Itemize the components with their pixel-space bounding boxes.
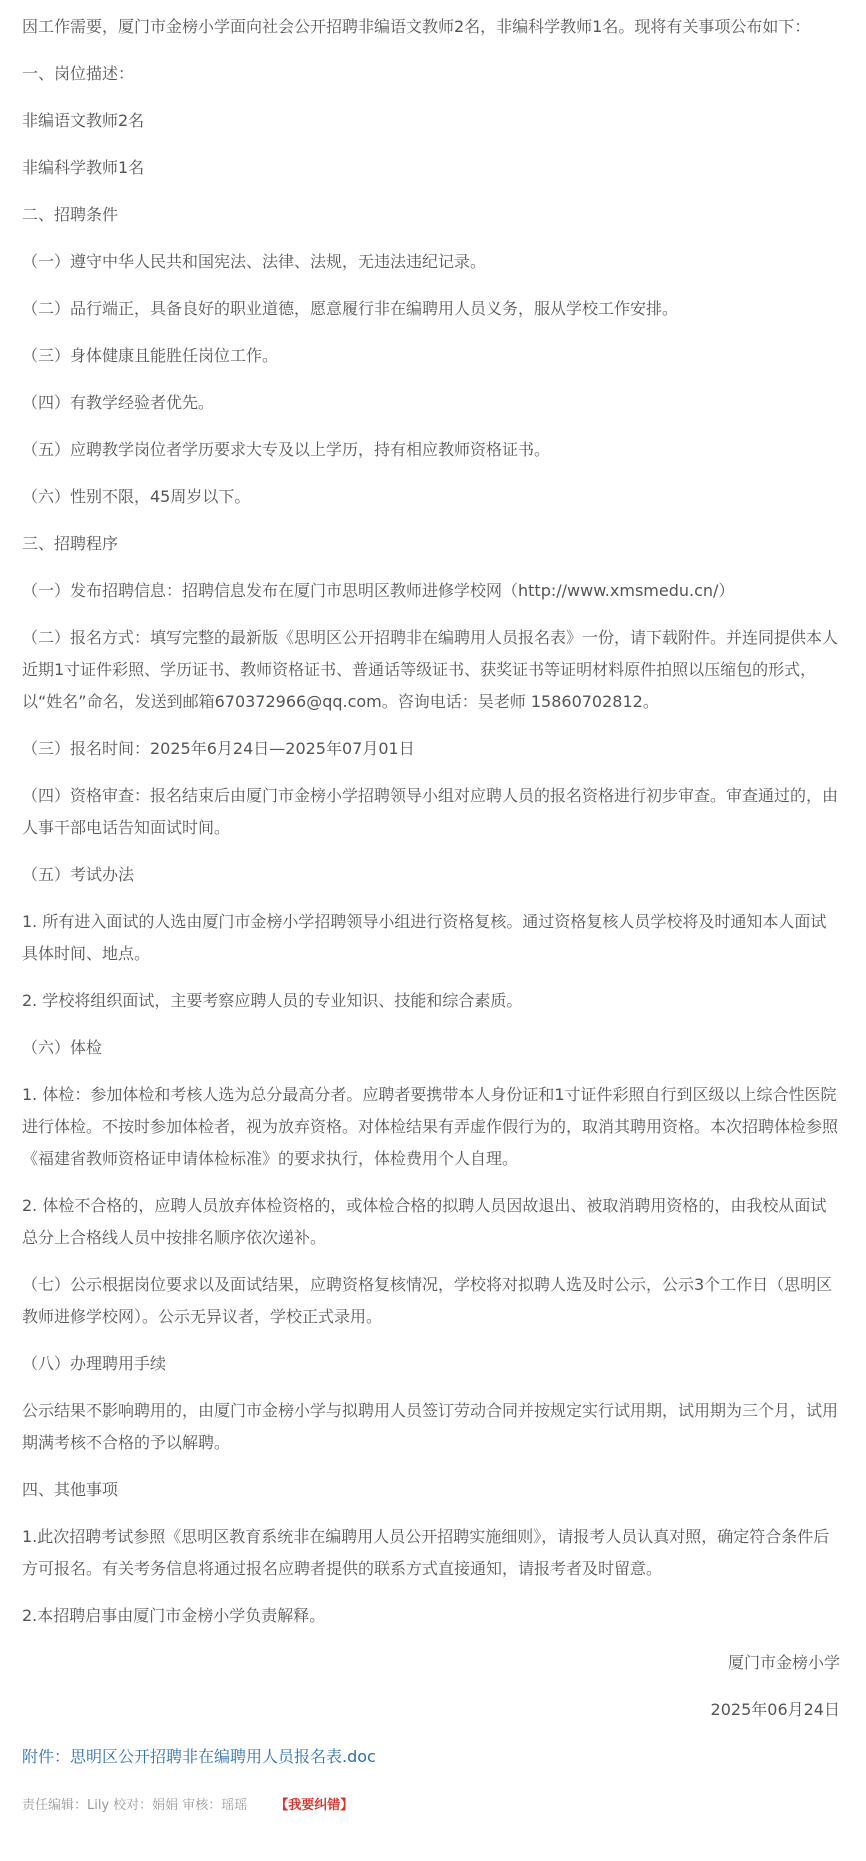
procedure-detail: 公示结果不影响聘用的，由厦门市金榜小学与拟聘用人员签订劳动合同并按规定实行试用期，试用期为三个月，试用期满考核不合格的予以解聘。 [22, 1401, 839, 1452]
position-chinese-teacher: 非编语文教师2名 [22, 111, 145, 130]
signature-org: 厦门市金榜小学 [727, 1653, 840, 1672]
section-heading-procedure: 三、招聘程序 [22, 534, 119, 553]
procedure-detail: 1. 所有进入面试的人选由厦门市金榜小学招聘领导小组进行资格复核。通过资格复核人员学校将及时通知本人面试具体时间、地点。 [22, 912, 827, 963]
section-heading-positions: 一、岗位描述： [22, 64, 135, 83]
condition-item: （一）遵守中华人民共和国宪法、法律、法规，无违法违纪记录。 [22, 252, 487, 271]
signature-date: 2025年06月24日 [710, 1700, 840, 1719]
condition-item: （五）应聘教学岗位者学历要求大专及以上学历，持有相应教师资格证书。 [22, 440, 551, 459]
condition-item: （三）身体健康且能胜任岗位工作。 [22, 346, 279, 365]
report-error-link[interactable]: 【我要纠错】 [275, 1798, 354, 1813]
procedure-detail: 2. 体检不合格的，应聘人员放弃体检资格的，或体检合格的拟聘人员因故退出、被取消聘用资格的，由我校从面试总分上合格线人员中按排名顺序依次递补。 [22, 1196, 827, 1247]
condition-item: （四）有教学经验者优先。 [22, 393, 215, 412]
procedure-item: （二）报名方式：填写完整的最新版《思明区公开招聘非在编聘用人员报名表》一份，请下载附件。并连同提供本人近期1寸证件彩照、学历证书、教师资格证书、普通话等级证书、获奖证书等证明材料原件拍照以压缩包的形式，以“姓名”命名，发送到邮箱670372966@qq.com。咨询电话：吴老师 15860702812。 [22, 628, 839, 711]
condition-item: （二）品行端正，具备良好的职业道德，愿意履行非在编聘用人员义务，服从学校工作安排。 [22, 299, 679, 318]
position-science-teacher: 非编科学教师1名 [22, 158, 145, 177]
procedure-item: （四）资格审查：报名结束后由厦门市金榜小学招聘领导小组对应聘人员的报名资格进行初步审查。审查通过的，由人事干部电话告知面试时间。 [22, 786, 839, 837]
attachment-link[interactable]: 附件：思明区公开招聘非在编聘用人员报名表.doc [22, 1747, 376, 1766]
other-item: 1.此次招聘考试参照《思明区教育系统非在编聘用人员公开招聘实施细则》，请报考人员认真对照，确定符合条件后方可报名。有关考务信息将通过报名应聘者提供的联系方式直接通知，请报考者及时留意。 [22, 1527, 830, 1578]
procedure-subheading: （八）办理聘用手续 [22, 1354, 167, 1373]
section-heading-conditions: 二、招聘条件 [22, 205, 119, 224]
other-item: 2.本招聘启事由厦门市金榜小学负责解释。 [22, 1606, 326, 1625]
procedure-subheading: （六）体检 [22, 1038, 103, 1057]
editor-footer [22, 1795, 840, 1817]
section-heading-other: 四、其他事项 [22, 1480, 119, 1499]
procedure-detail: 1. 体检：参加体检和考核人选为总分最高分者。应聘者要携带本人身份证和1寸证件彩照自行到区级以上综合性医院进行体检。不按时参加体检者，视为放弃资格。对体检结果有弄虚作假行为的，取消其聘用资格。本次招聘体检参照《福建省教师资格证申请体检标准》的要求执行，体检费用个人自理。 [22, 1085, 839, 1168]
article-body [22, 11, 840, 1726]
procedure-detail: 2. 学校将组织面试，主要考察应聘人员的专业知识、技能和综合素质。 [22, 991, 523, 1010]
procedure-subheading: （五）考试办法 [22, 865, 135, 884]
condition-item: （六）性别不限，45周岁以下。 [22, 487, 251, 506]
editor-credit: 责任编辑：Lily [22, 1798, 110, 1813]
procedure-item: （七）公示根据岗位要求以及面试结果，应聘资格复核情况，学校将对拟聘人选及时公示，公示3个工作日（思明区教师进修学校网）。公示无异议者，学校正式录用。 [22, 1275, 833, 1326]
procedure-item: （一）发布招聘信息：招聘信息发布在厦门市思明区教师进修学校网（http://www.xmsmedu.cn/） [22, 581, 735, 600]
procedure-item: （三）报名时间：2025年6月24日—2025年07月01日 [22, 739, 415, 758]
proofreader-credit: 校对：娟娟 [113, 1798, 179, 1813]
reviewer-credit: 审核：瑶瑶 [182, 1798, 248, 1813]
intro-paragraph: 因工作需要，厦门市金榜小学面向社会公开招聘非编语文教师2名，非编科学教师1名。现将有关事项公布如下： [22, 17, 811, 36]
